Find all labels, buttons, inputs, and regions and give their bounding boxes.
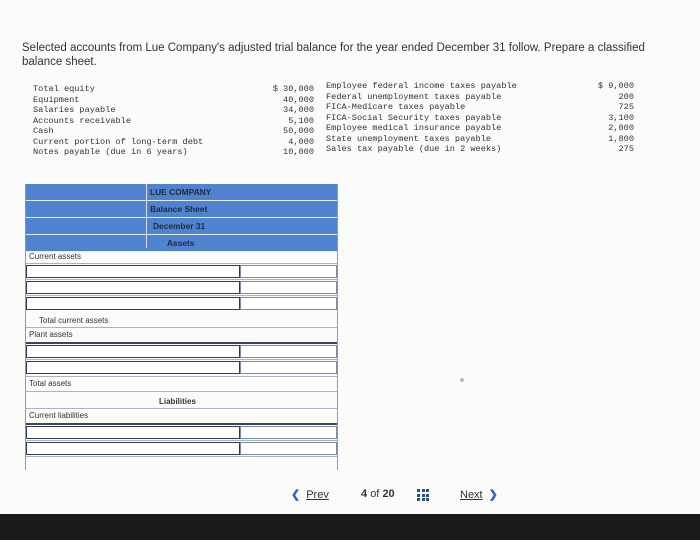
- accounts-left-values: [262, 84, 314, 158]
- account-name: Current portion of long-term debt: [33, 136, 204, 147]
- question-instructions: Selected accounts from Lue Company's adjusted trial balance for the year ended December 31 follow. Prepare a classified balance sheet.: [22, 42, 645, 68]
- liabilities-header: Liabilities: [159, 397, 196, 406]
- current-asset-amount-input[interactable]: [240, 281, 337, 294]
- balance-sheet-form: [25, 184, 338, 470]
- plant-asset-account-input[interactable]: [26, 361, 240, 374]
- account-name: Sales tax payable (due in 2 weeks): [326, 144, 502, 154]
- current-liability-account-input[interactable]: [26, 426, 240, 439]
- account-name: Employee medical insurance payable: [326, 123, 502, 133]
- accounts-left-names: [33, 84, 203, 158]
- account-value: 10,000: [283, 147, 314, 157]
- total-current-assets-label: Total current assets: [39, 316, 109, 325]
- account-value: 50,000: [283, 126, 314, 136]
- page-current: 4: [361, 488, 368, 500]
- plant-asset-account-input[interactable]: [26, 345, 240, 358]
- prev-button[interactable]: [291, 488, 329, 501]
- statement-date: December 31: [153, 221, 206, 231]
- account-value: 34,000: [283, 105, 314, 115]
- account-name: State unemployment taxes payable: [326, 133, 492, 144]
- current-liability-amount-input[interactable]: [240, 426, 337, 439]
- grid-icon[interactable]: [417, 489, 429, 501]
- company-name: LUE COMPANY: [150, 187, 212, 197]
- account-value: 3,100: [608, 112, 634, 123]
- chevron-left-icon: ❮: [291, 489, 301, 501]
- balance-sheet-header: [26, 184, 337, 252]
- page-of: of: [370, 488, 380, 500]
- plant-asset-amount-input[interactable]: [240, 361, 337, 374]
- account-value: 725: [618, 102, 634, 112]
- current-asset-account-input[interactable]: [26, 281, 240, 294]
- accounts-right-values: [588, 81, 634, 155]
- account-value: 200: [618, 91, 634, 102]
- next-label: Next: [460, 489, 483, 501]
- account-name: FICA-Social Security taxes payable: [326, 112, 502, 123]
- account-value: 4,000: [288, 136, 314, 147]
- plant-assets-label: Plant assets: [29, 330, 73, 339]
- bottom-bar: [0, 514, 700, 540]
- total-assets-label: Total assets: [29, 379, 72, 388]
- statement-title: Balance Sheet: [150, 204, 208, 214]
- prev-label: Prev: [306, 489, 329, 501]
- account-value: 1,800: [608, 133, 634, 144]
- accounts-right-names: [326, 81, 517, 155]
- account-name: Federal unemployment taxes payable: [326, 91, 502, 102]
- account-value: 2,000: [608, 123, 634, 133]
- account-name: Notes payable (due in 6 years): [33, 147, 188, 157]
- current-asset-amount-input[interactable]: [240, 265, 337, 278]
- account-name: Employee federal income taxes payable: [326, 81, 517, 91]
- current-asset-account-input[interactable]: [26, 265, 240, 278]
- current-liability-account-input[interactable]: [26, 442, 240, 455]
- account-name: Cash: [33, 126, 54, 136]
- account-name: Total equity: [33, 84, 95, 94]
- account-value: 275: [618, 144, 634, 154]
- next-button[interactable]: [460, 488, 498, 501]
- current-liabilities-label: Current liabilities: [29, 411, 89, 420]
- current-asset-account-input[interactable]: [26, 297, 240, 310]
- account-value: 5,100: [288, 115, 314, 126]
- current-assets-label: Current assets: [29, 252, 82, 261]
- mouse-cursor-dot: [460, 378, 464, 382]
- current-liability-amount-input[interactable]: [240, 442, 337, 455]
- current-asset-amount-input[interactable]: [240, 297, 337, 310]
- account-name: Equipment: [33, 94, 80, 105]
- account-value: $ 9,000: [597, 81, 634, 91]
- account-name: FICA-Medicare taxes payable: [326, 102, 466, 112]
- account-value: $ 30,000: [272, 84, 314, 94]
- assets-header: Assets: [167, 238, 195, 248]
- chevron-right-icon: ❯: [488, 489, 498, 501]
- account-name: Salaries payable: [33, 105, 116, 115]
- plant-asset-amount-input[interactable]: [240, 345, 337, 358]
- account-name: Accounts receivable: [33, 115, 131, 126]
- account-value: 40,000: [283, 94, 314, 105]
- page-total: 20: [382, 488, 395, 500]
- page-indicator: [361, 488, 395, 500]
